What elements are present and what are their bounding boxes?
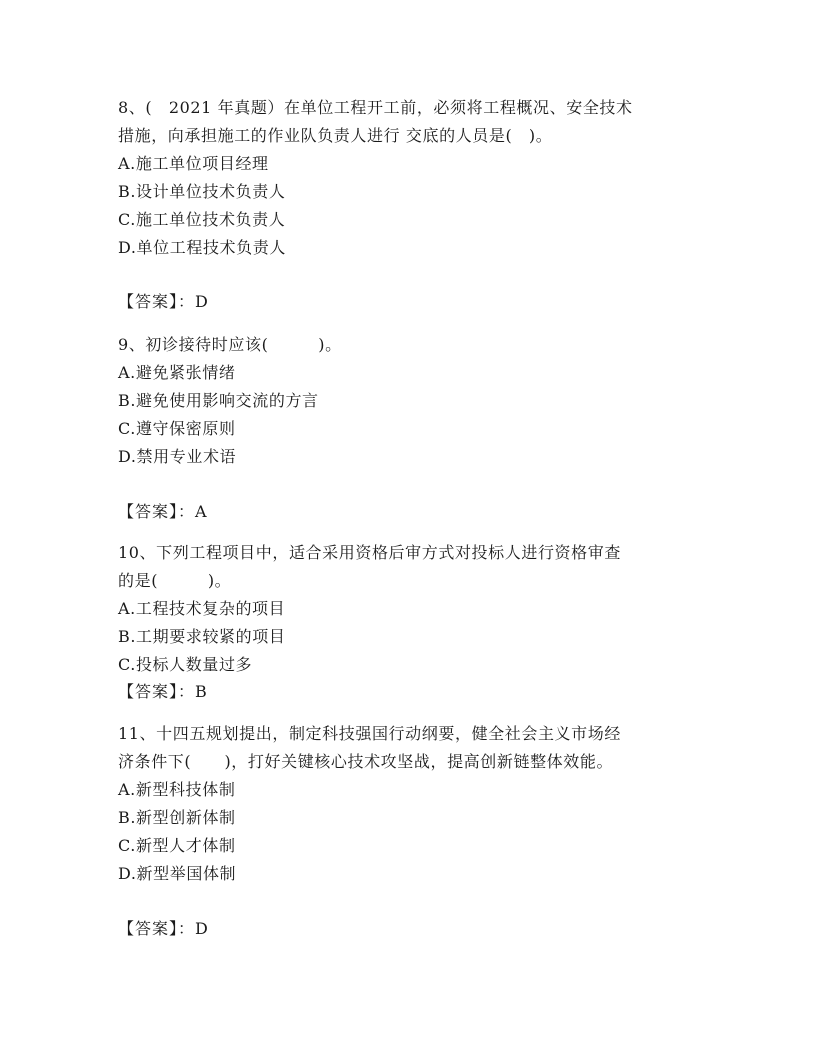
question-11-stem-line-2: 济条件下( )，打好关键核心技术攻坚战，提高创新链整体效能。 — [118, 752, 614, 771]
question-9-option-b: B.避免使用影响交流的方言 — [118, 391, 319, 410]
question-11-option-c: C.新型人才体制 — [118, 836, 236, 855]
question-8-stem-line-2: 措施，向承担施工的作业队负责人进行 交底的人员是( )。 — [118, 126, 553, 145]
question-8-stem-line-1: 8、( 2021 年真题）在单位工程开工前，必须将工程概况、安全技术 — [118, 98, 633, 117]
question-11-answer: 【答案】：D — [118, 919, 209, 938]
question-10-stem-line-1: 10、下列工程项目中，适合采用资格后审方式对投标人进行资格审查 — [118, 543, 621, 562]
question-10-option-c: C.投标人数量过多 — [118, 655, 253, 674]
question-9-stem-line-1: 9、初诊接待时应该( )。 — [118, 335, 342, 354]
question-10-option-a: A.工程技术复杂的项目 — [118, 599, 286, 618]
question-9-option-a: A.避免紧张情绪 — [118, 363, 236, 382]
question-9-option-d: D.禁用专业术语 — [118, 447, 237, 466]
question-8-option-c: C.施工单位技术负责人 — [118, 210, 286, 229]
question-9-option-c: C.遵守保密原则 — [118, 419, 236, 438]
question-10-option-b: B.工期要求较紧的项目 — [118, 627, 286, 646]
question-10-answer: 【答案】：B — [118, 682, 208, 701]
question-11-stem-line-1: 11、十四五规划提出，制定科技强国行动纲要，健全社会主义市场经 — [118, 724, 621, 743]
question-11-option-b: B.新型创新体制 — [118, 808, 236, 827]
question-11-option-d: D.新型举国体制 — [118, 864, 237, 883]
question-8-answer: 【答案】：D — [118, 292, 209, 311]
question-8-option-d: D.单位工程技术负责人 — [118, 238, 286, 257]
question-10-stem-line-2: 的是( )。 — [118, 571, 232, 590]
question-8-option-a: A.施工单位项目经理 — [118, 154, 269, 173]
question-11-option-a: A.新型科技体制 — [118, 780, 236, 799]
question-9-answer: 【答案】：A — [118, 502, 208, 521]
question-8-option-b: B.设计单位技术负责人 — [118, 182, 286, 201]
